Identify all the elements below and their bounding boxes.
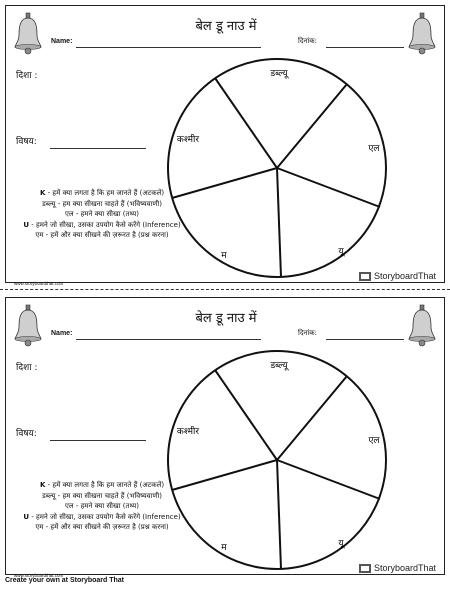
name-label: Name: bbox=[51, 38, 73, 45]
legend-l-text: एल - हमने क्या सीखा (तथ्य) bbox=[65, 502, 139, 510]
subject-label: विषय: bbox=[16, 429, 37, 439]
worksheet-top bbox=[5, 5, 445, 286]
storyboard-logo-icon bbox=[359, 564, 371, 573]
legend-u-letter: U bbox=[23, 512, 29, 521]
wheel-label-kashmir: कश्मीर bbox=[176, 427, 200, 437]
wheel-label-w: डब्ल्यू bbox=[270, 361, 288, 371]
legend-k-text: - हमें क्या लगता है कि हम जानते हैं (अटकलें) bbox=[45, 481, 165, 489]
kwlum-legend bbox=[12, 480, 192, 533]
worksheet-bottom bbox=[5, 297, 445, 578]
legend-w-text: डब्ल्यू - हम क्या सीखना चाहते हैं (भविष्यवाणी) bbox=[42, 491, 162, 500]
worksheet-title: बेल डू नाउ में bbox=[195, 19, 257, 34]
brand bbox=[359, 563, 436, 573]
cut-line bbox=[0, 289, 450, 290]
wheel-label-u: यू bbox=[338, 247, 344, 257]
wheel-label-u: यू bbox=[338, 539, 344, 549]
date-label: दिनांक: bbox=[298, 37, 317, 45]
legend-m-text: एम - हमें और क्या सीखने की ज़रूरत है (प्रश्न करना) bbox=[35, 523, 169, 531]
storyboard-logo-icon bbox=[359, 272, 371, 281]
legend-u-text: - हमने जो सीखा, उसका उपयोग कैसे करेंगे (Inference) bbox=[29, 220, 181, 229]
legend-u-letter: U bbox=[23, 220, 29, 229]
wheel-label-m: म bbox=[221, 543, 227, 553]
name-label: Name: bbox=[51, 330, 73, 337]
legend-k-letter: K bbox=[39, 189, 46, 197]
brand bbox=[359, 271, 436, 281]
legend-k-text: - हमें क्या लगता है कि हम जानते हैं (अटकलें) bbox=[45, 189, 165, 197]
direction-label: दिशा : bbox=[16, 71, 38, 81]
date-field[interactable] bbox=[326, 339, 404, 340]
footer-url[interactable]: www.storyboardthat.com bbox=[14, 573, 64, 578]
wheel-label-l: एल bbox=[368, 436, 380, 446]
date-field[interactable] bbox=[326, 47, 404, 48]
brand-text: StoryboardThat bbox=[373, 563, 436, 573]
name-field[interactable] bbox=[76, 339, 261, 340]
kwlum-wheel bbox=[166, 349, 388, 571]
legend-m-text: एम - हमें और क्या सीखने की ज़रूरत है (प्रश्न करना) bbox=[35, 231, 169, 239]
legend-l-text: एल - हमने क्या सीखा (तथ्य) bbox=[65, 210, 139, 218]
kwlum-wheel bbox=[166, 57, 388, 279]
direction-label: दिशा : bbox=[16, 363, 38, 373]
wheel-label-kashmir: कश्मीर bbox=[176, 135, 200, 145]
wheel-label-l: एल bbox=[368, 144, 380, 154]
kwlum-legend bbox=[12, 188, 192, 241]
brand-text: StoryboardThat bbox=[373, 271, 436, 281]
create-your-own-link[interactable]: Create your own at Storyboard That bbox=[5, 577, 125, 584]
wheel-label-w: डब्ल्यू bbox=[270, 69, 288, 79]
legend-k-letter: K bbox=[39, 481, 46, 489]
legend-u-text: - हमने जो सीखा, उसका उपयोग कैसे करेंगे (Inference) bbox=[29, 512, 181, 521]
footer-url[interactable]: www.storyboardthat.com bbox=[14, 281, 64, 286]
worksheet-title: बेल डू नाउ में bbox=[195, 311, 257, 326]
date-label: दिनांक: bbox=[298, 329, 317, 337]
subject-field[interactable] bbox=[50, 440, 146, 441]
subject-label: विषय: bbox=[16, 137, 37, 147]
name-field[interactable] bbox=[76, 47, 261, 48]
subject-field[interactable] bbox=[50, 148, 146, 149]
wheel-label-m: म bbox=[221, 251, 227, 261]
legend-w-text: डब्ल्यू - हम क्या सीखना चाहते हैं (भविष्यवाणी) bbox=[42, 199, 162, 208]
